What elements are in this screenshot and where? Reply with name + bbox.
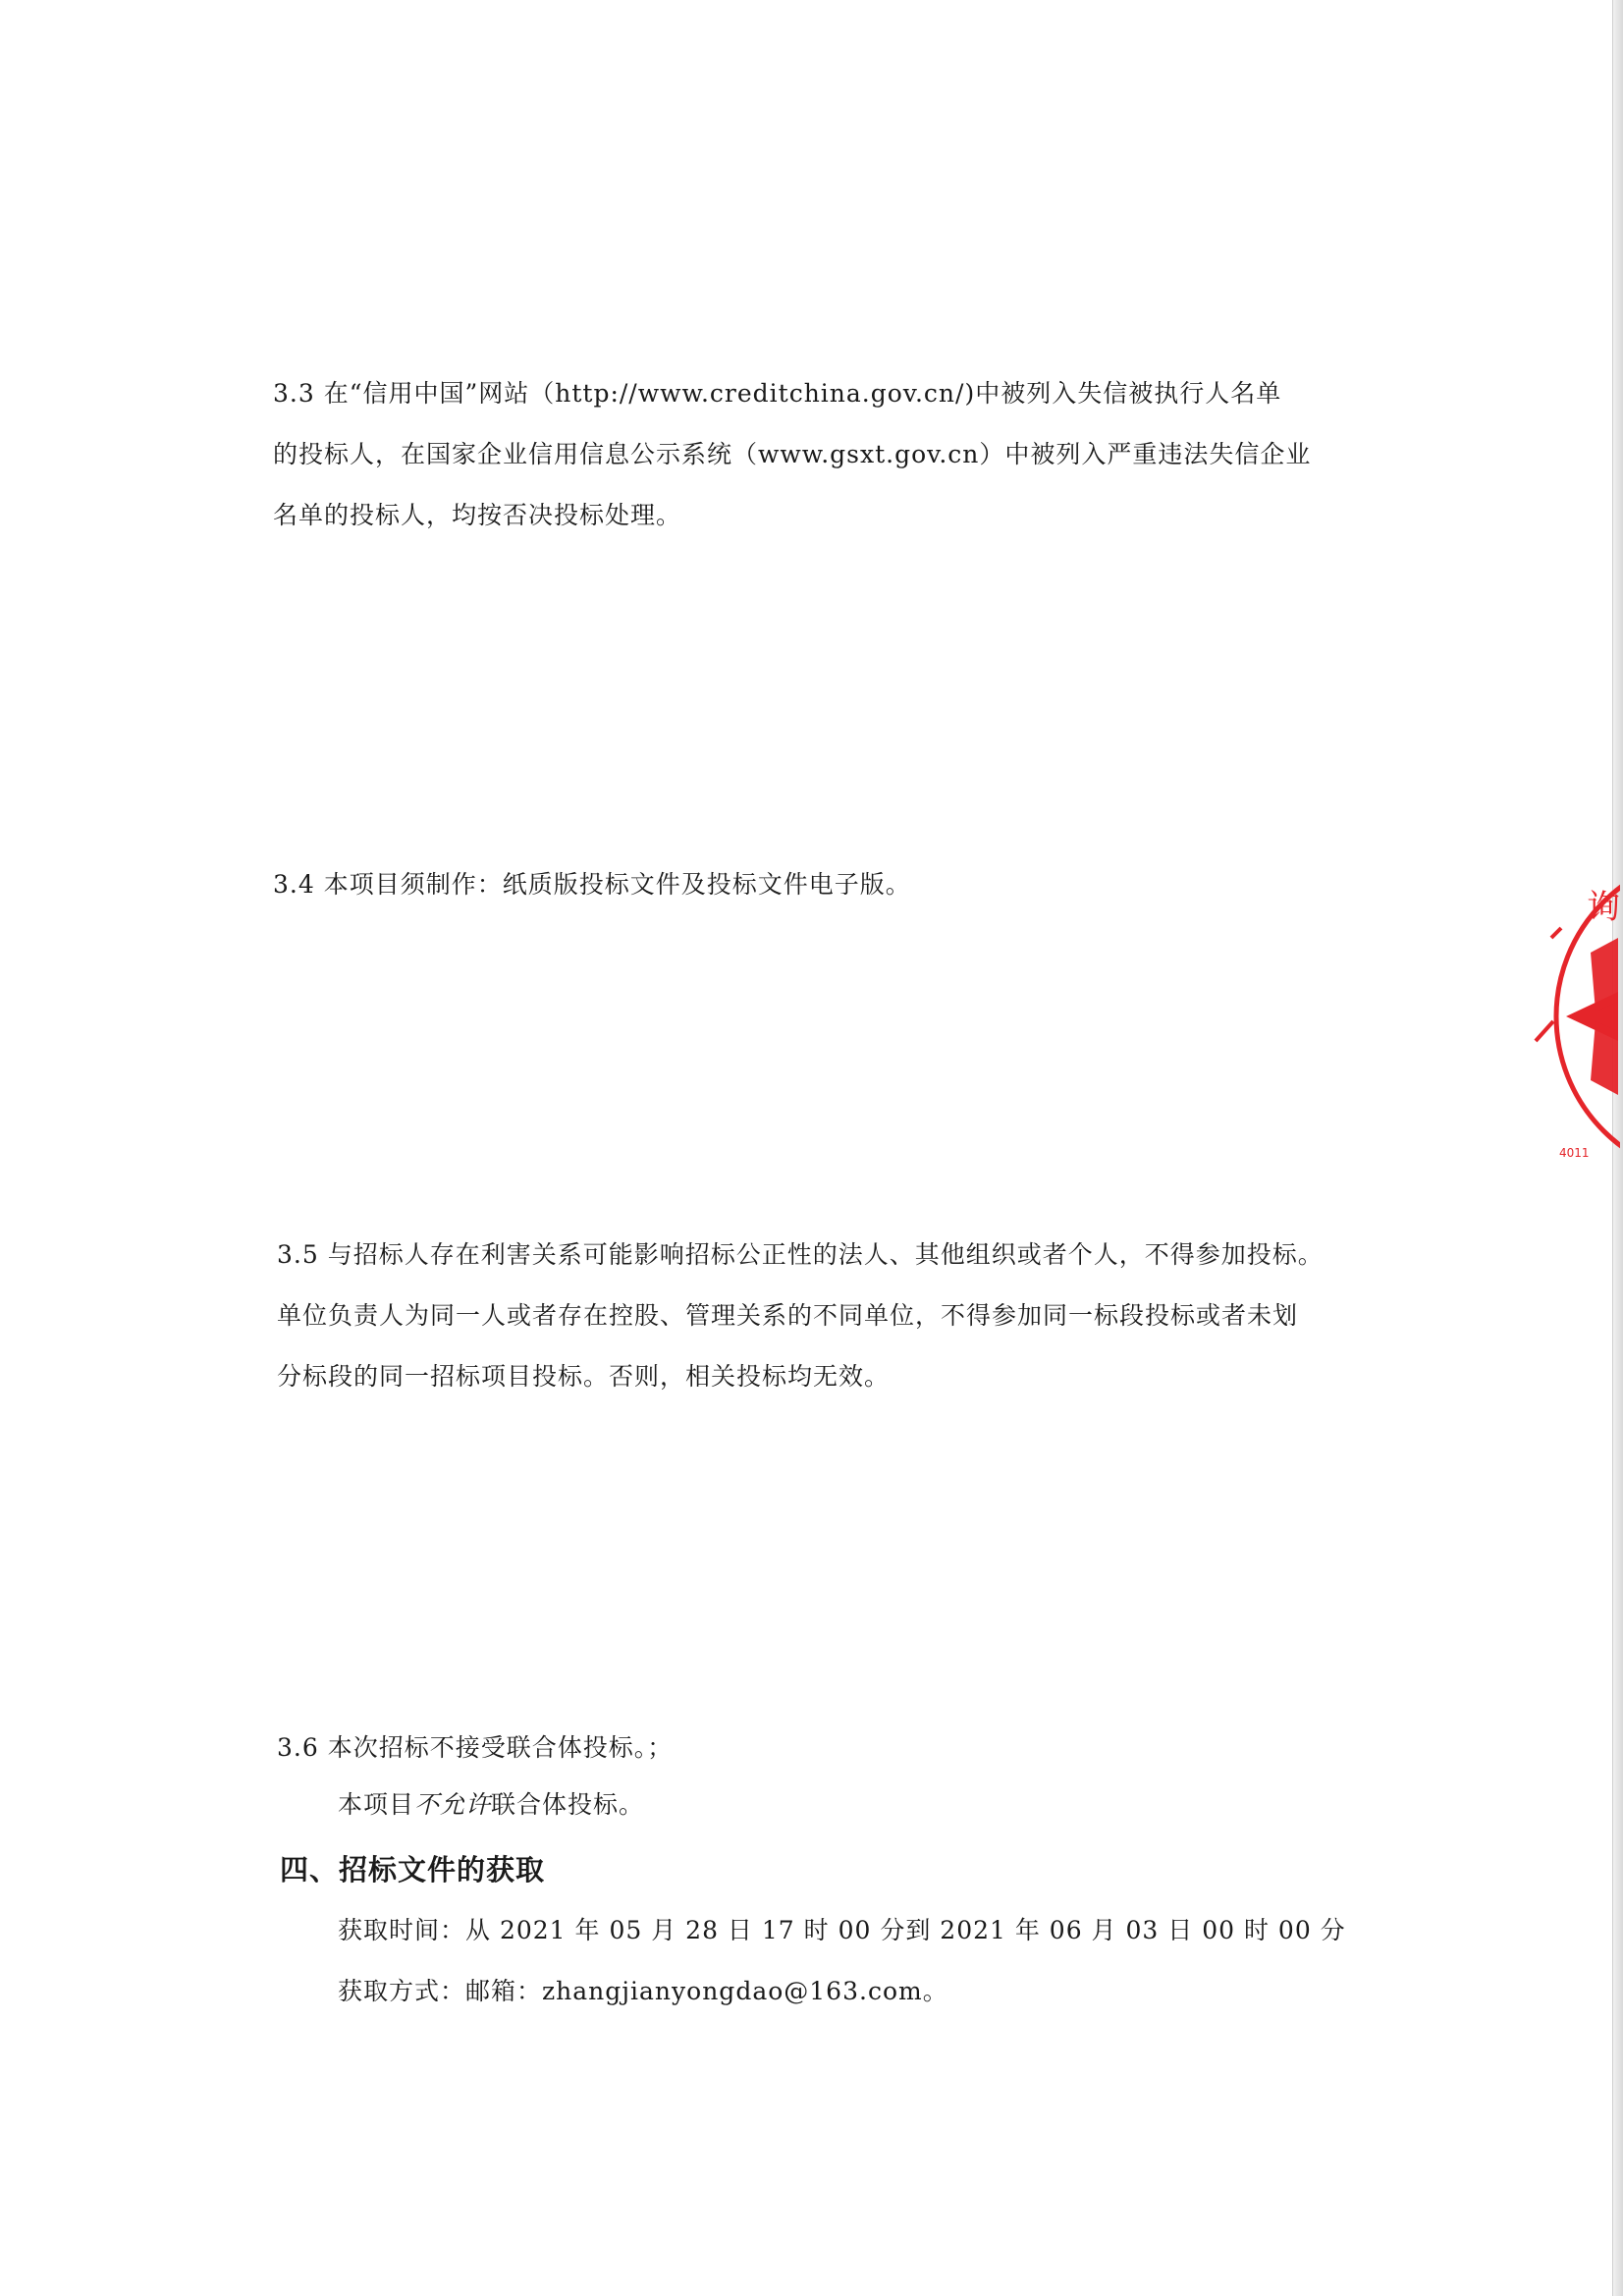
section-3-6-note-italic: 不允许	[414, 1790, 492, 1819]
section-3-3-line-1: 3.3 在“信用中国”网站（http://www.creditchina.gov.cn/)中被列入失信被执行人名单	[273, 379, 1282, 408]
section-3-5-paragraph	[277, 1225, 1386, 1407]
section-3-6-note-suffix: 联合体投标。	[491, 1790, 645, 1819]
seal-star-lower-icon	[1591, 1021, 1618, 1095]
section-3-5-line-3: 分标段的同一招标项目投标。否则，相关投标均无效。	[277, 1362, 891, 1391]
section-3-3-line-2: 的投标人，在国家企业信用信息公示系统（www.gsxt.gov.cn）中被列入严重违法失信企业	[273, 440, 1312, 468]
section-3-6-note	[338, 1775, 644, 1835]
section-4-heading: 四、招标文件的获取	[280, 1853, 546, 1886]
red-seal-stamp	[1532, 845, 1620, 1188]
red-seal-graphic	[1532, 845, 1620, 1188]
seal-mark-top	[1551, 928, 1561, 938]
section-3-5-line-1: 3.5 与招标人存在利害关系可能影响招标公正性的法人、其他组织或者个人，不得参加投标。	[277, 1240, 1324, 1269]
section-3-6-paragraph	[277, 1718, 1386, 1778]
section-3-5-line-2: 单位负责人为同一人或者存在控股、管理关系的不同单位，不得参加同一标段投标或者未划	[277, 1301, 1299, 1330]
section-3-4-line: 3.4 本项目须制作：纸质版投标文件及投标文件电子版。	[273, 870, 911, 899]
seal-star-upper-icon	[1591, 938, 1618, 1011]
section-3-3-line-3: 名单的投标人，均按否决投标处理。	[273, 501, 682, 529]
section-3-6-line: 3.6 本次招标不接受联合体投标。；	[277, 1733, 674, 1762]
seal-digits: 4011	[1559, 1146, 1590, 1160]
section-3-3-paragraph	[273, 363, 1382, 546]
section-4-time-line: 获取时间：从 2021 年 05 月 28 日 17 时 00 分到 2021 年 06 月 03 日 00 时 00 分	[338, 1916, 1346, 1944]
seal-text-glyph: 询	[1587, 888, 1620, 927]
seal-mark-left	[1536, 1021, 1553, 1041]
section-4-method-line: 获取方式：邮箱：zhangjianyongdao@163.com。	[338, 1977, 948, 2005]
section-3-4-paragraph	[273, 854, 1382, 915]
section-3-6-note-prefix: 本项目	[338, 1790, 415, 1819]
